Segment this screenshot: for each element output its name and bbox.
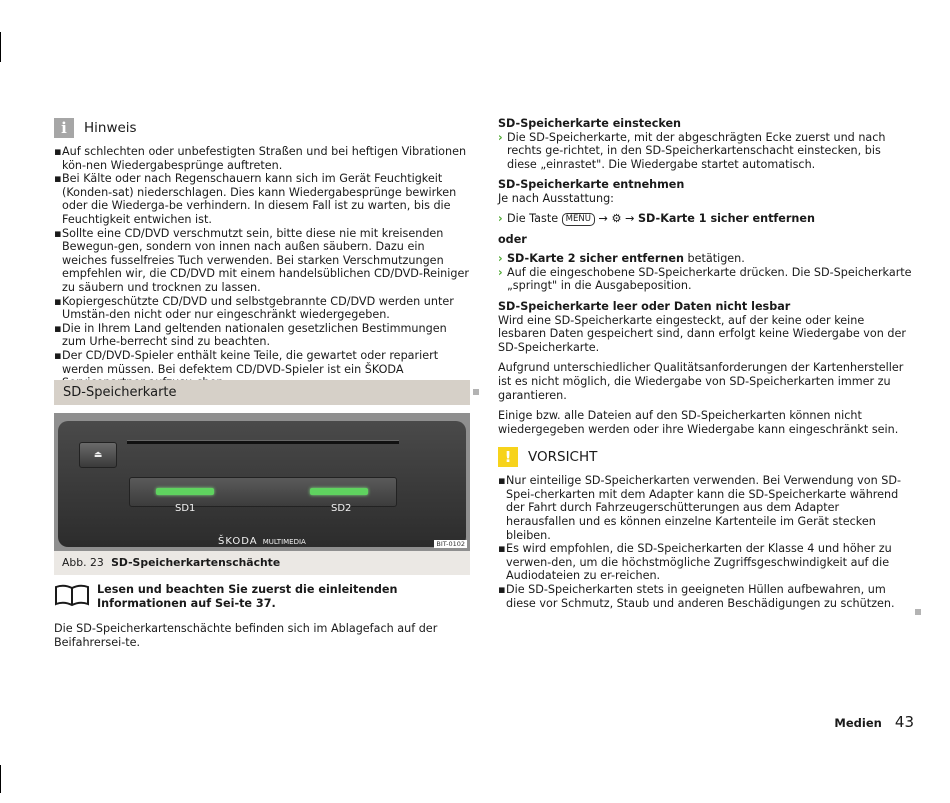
book-icon — [54, 583, 92, 611]
list-item: ▪ Der CD/DVD-Spieler enthält keine Teile, die gewartet oder repariert werden müssen. Bei defektem CD/DVD-Spieler ist ein ŠKODA — [54, 349, 470, 390]
info-icon: i — [54, 118, 74, 138]
disc-slot — [127, 440, 399, 444]
bullet-icon: ▪ — [54, 145, 62, 158]
right-column — [498, 117, 912, 619]
sd2-slot[interactable] — [310, 488, 368, 495]
figure-caption — [54, 551, 470, 575]
list-item: ▪ Sollte eine CD/DVD verschmutzt sein, bitte diese nie mit kreisenden Bewegun-gen, sondern von innen nach außen säubern. Dazu ein weiches fusselfreies Tuch verwenden. Bei starken Verschmutzungen empfehlen wir, die CD/DVD mit einem handelsüblichen CD/DVD-Reiniger zu säubern und trocknen zu lassen. — [54, 226, 469, 294]
list-item: ▪ Die SD-Speicherkarten stets in geeigneten Hüllen aufbewahren, um diese vor Schmutz, Staub und anderen Beschädigungen zu schützen. — [498, 583, 895, 610]
bullet-icon: ▪ — [54, 321, 62, 335]
page-number: 43 — [894, 713, 914, 731]
insert-heading: SD-Speicherkarte einstecken — [498, 117, 682, 130]
bullet-icon: ▪ — [54, 172, 62, 186]
hint-title: Hinweis — [84, 120, 137, 136]
list-item: ▪ Es wird empfohlen, die SD-Speicherkarten der Klasse 4 und höher zu verwen-den, um die höchstmögliche Zugriffsgeschwindigkeit auf die Audiodateien zu er-reichen. — [498, 542, 892, 583]
list-item: ▪ Auf schlechten oder unbefestigten Straßen und bei heftigen Vibrationen kön-nen Wiedergabesprünge auftreten. — [54, 145, 467, 172]
caution-box — [498, 446, 912, 619]
step-arrow-icon: › — [498, 211, 503, 225]
page-footer — [700, 712, 914, 731]
brand-subtitle: MULTIMEDIA — [262, 538, 306, 546]
figure-code: BIT-0102 — [436, 540, 465, 548]
empty-heading: SD-Speicherkarte leer oder Daten nicht lesbar — [498, 299, 791, 313]
step-arrow-icon: › — [498, 252, 503, 266]
step-arrow-icon: › — [498, 265, 503, 279]
chapter-name: Medien — [834, 716, 882, 730]
bullet-icon: ▪ — [54, 348, 62, 362]
read-note-text: Lesen und beachten Sie zuerst die einleitenden Informationen auf Sei-te 37. — [97, 583, 398, 610]
list-item: ▪ Bei Kälte oder nach Regenschauern kann sich im Gerät Feuchtigkeit (Konden-sat) niederschlagen. Dies kann Wiedergabesprünge bewirken oder die Wiederga-be verhindern. In diesem Fall ist zu warten, bis die Feuchtigkeit entwichen ist. — [54, 172, 457, 226]
crop-mark-top — [0, 32, 1, 62]
caution-title: VORSICHT — [528, 449, 598, 466]
bullet-icon: ▪ — [498, 474, 506, 488]
remove-note: Je nach Ausstattung: — [498, 191, 614, 205]
list-item: ▪ Kopiergeschützte CD/DVD und selbstgebrannte CD/DVD werden unter Umstän-den nicht oder nur eingeschränkt wiedergegeben. — [54, 294, 454, 322]
section-header — [54, 380, 470, 405]
sd1-slot[interactable] — [156, 488, 214, 495]
bullet-icon: ▪ — [498, 542, 506, 556]
hint-list — [54, 145, 470, 390]
bullet-icon: ▪ — [54, 294, 62, 308]
step-arrow-icon: › — [498, 130, 503, 144]
sd2-label: SD2 — [331, 503, 352, 514]
end-marker — [473, 389, 479, 395]
sd1-label: SD1 — [175, 503, 196, 514]
eject-icon: ⏏ — [93, 450, 103, 460]
empty-text: Wird eine SD-Speicherkarte eingesteckt, auf der keine oder keine lesbaren Daten gespeichert sind, dann erfolgt keine Wiedergabe von der SD-Speicherkarte. — [498, 313, 906, 354]
bullet-icon: ▪ — [498, 583, 506, 597]
hint-box — [54, 117, 470, 399]
crop-mark-bottom — [0, 765, 1, 793]
bullet-icon: ▪ — [54, 226, 62, 240]
remove-step-2: › SD-Karte 2 sicher entfernen betätigen. — [498, 252, 745, 266]
list-item: ▪ Die in Ihrem Land geltenden nationalen gesetzlichen Bestimmungen zum Urhe-berrecht sind zu beachten. — [54, 321, 447, 349]
caption-number: Abb. 23 — [62, 556, 104, 569]
remove-step-1: › Die Taste MENU → ⚙ → SD-Karte 1 sicher entfernen — [498, 211, 815, 225]
para-quality: Aufgrund unterschiedlicher Qualitätsanforderungen der Kartenhersteller ist es nicht möglich, die Wiedergabe von SD-Speicherkarten immer zu garantieren. — [498, 361, 904, 402]
warning-icon: ! — [498, 447, 518, 467]
caution-list — [498, 474, 912, 610]
figure-sd-slots — [54, 413, 470, 551]
remove-step-3: › Auf die eingeschobene SD-Speicherkarte drücken. Die SD-Speicherkarte „springt" in die Ausgabeposition. — [498, 265, 912, 293]
brand-logo: ŠKODA — [218, 536, 258, 547]
menu-key: MENU — [562, 213, 595, 226]
eject-button[interactable] — [79, 442, 117, 468]
intro-text: Die SD-Speicherkartenschächte befinden sich im Ablagefach auf der Beifahrersei-te. — [54, 622, 438, 649]
settings-gear-icon: ⚙ — [611, 211, 622, 225]
list-item: ▪ Nur einteilige SD-Speicherkarten verwenden. Bei Verwendung von SD-Spei-cherkarten mit dem Adapter kann die SD-Speicherkarte während der Fahrt durch Fahrzeugerschütterungen aus dem Adapter herausfallen und es können einzelne Kartenteile im Gerät stecken bleiben. — [498, 474, 901, 542]
caption-text: SD-Speicherkartenschächte — [111, 556, 281, 569]
end-marker — [915, 609, 921, 615]
remove-heading: SD-Speicherkarte entnehmen — [498, 178, 685, 192]
section-title: SD-Speicherkarte — [63, 385, 177, 400]
para-files: Einige bzw. alle Dateien auf den SD-Speicherkarten können nicht wiedergegeben werden oder ihre Wiedergabe kann eingeschränkt sein. — [498, 409, 899, 436]
read-note — [54, 583, 470, 611]
or-text: oder — [498, 232, 527, 246]
insert-step: › Die SD-Speicherkarte, mit der abgeschrägten Ecke zuerst und nach rechts ge-richtet, in den SD-Speicherkartenschacht einstecken, bis diese „einrastet". Die Wiedergabe startet automatisch. — [498, 130, 886, 171]
